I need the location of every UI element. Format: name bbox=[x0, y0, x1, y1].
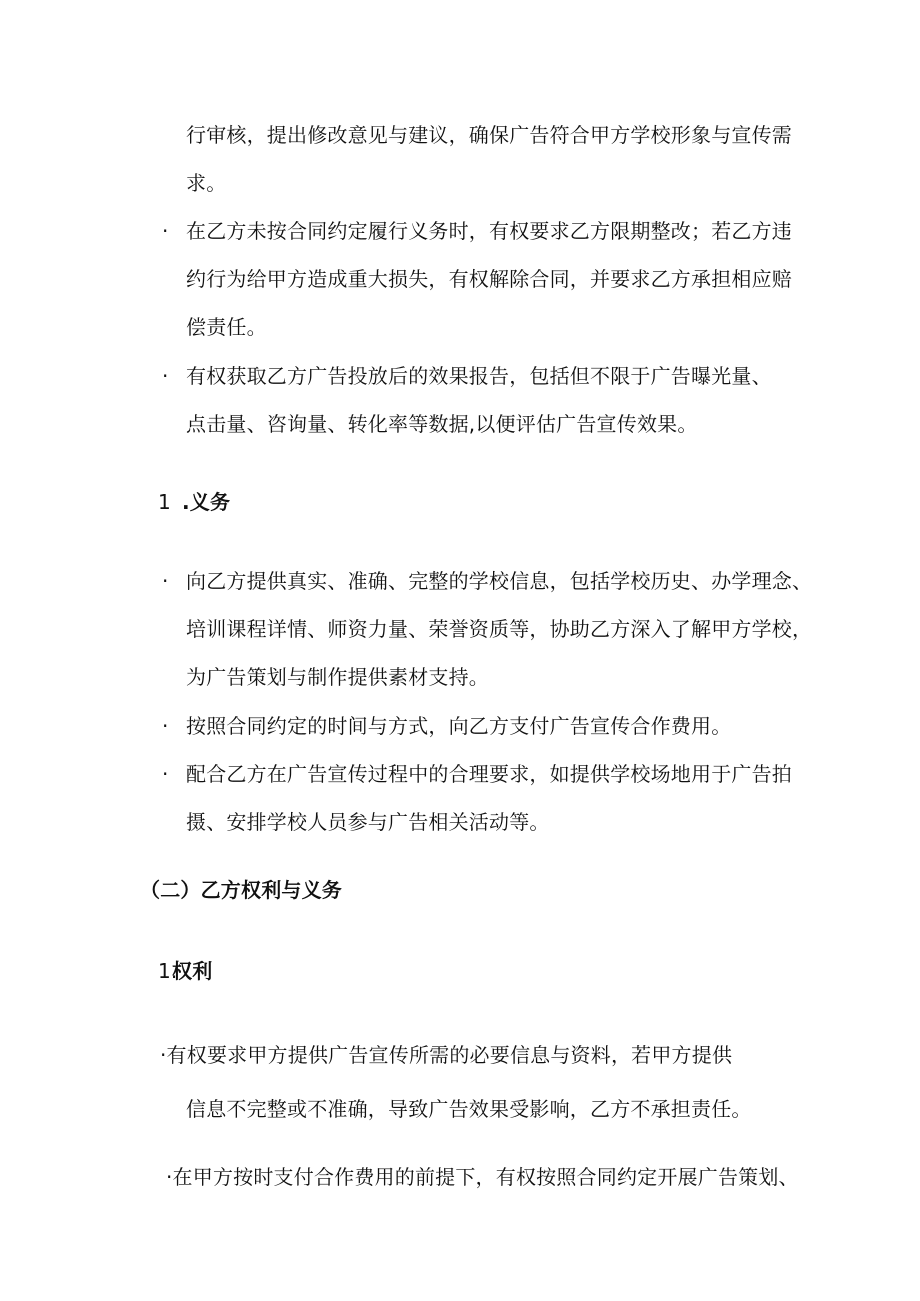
bullet-item-line: 在乙方未按合同约定履行义务时，有权要求乙方限期整改；若乙方违 bbox=[186, 219, 792, 243]
bullet-dot: · bbox=[162, 364, 169, 388]
bullet-item-line: 为广告策划与制作提供素材支持。 bbox=[186, 665, 489, 689]
paragraph-line: 行审核，提出修改意见与建议，确保广告符合甲方学校形象与宣传需 bbox=[186, 123, 792, 147]
bullet-dot: · bbox=[162, 762, 169, 786]
bullet-item-line: 约行为给甲方造成重大损失，有权解除合同，并要求乙方承担相应赔 bbox=[186, 267, 792, 291]
bullet-item-line: 按照合同约定的时间与方式，向乙方支付广告宣传合作费用。 bbox=[186, 714, 732, 738]
bullet-item-line: 偿责任。 bbox=[186, 315, 267, 339]
heading-obligations: .义务 bbox=[182, 490, 231, 514]
bullet-item-line: 向乙方提供真实、准确、完整的学校信息，包括学校历史、办学理念、 bbox=[186, 569, 813, 593]
bullet-item-line: ·在甲方按时支付合作费用的前提下，有权按照合同约定开展广告策划、 bbox=[166, 1165, 799, 1189]
heading-number: 1. bbox=[158, 959, 178, 983]
bullet-item-line: 点击量、咨询量、转化率等数据,以便评估广告宣传效果。 bbox=[186, 412, 698, 436]
bullet-item-line: 有权获取乙方广告投放后的效果报告，包括但不限于广告曝光量、 bbox=[186, 364, 772, 388]
bullet-dot: · bbox=[162, 569, 169, 593]
bullet-item-line: 信息不完整或不准确，导致广告效果受影响，乙方不承担责任。 bbox=[186, 1097, 752, 1121]
section-heading: （二）乙方权利与义务 bbox=[140, 878, 342, 902]
bullet-item-line: 摄、安排学校人员参与广告相关活动等。 bbox=[186, 810, 550, 834]
heading-number: 1 bbox=[158, 490, 171, 514]
bullet-item-line: 配合乙方在广告宣传过程中的合理要求，如提供学校场地用于广告拍 bbox=[186, 762, 792, 786]
bullet-item-line: ·有权要求甲方提供广告宣传所需的必要信息与资料，若甲方提供 bbox=[160, 1043, 733, 1067]
bullet-item-line: 培训课程详情、师资力量、荣誉资质等，协助乙方深入了解甲方学校， bbox=[186, 617, 813, 641]
bullet-dot: · bbox=[162, 714, 169, 738]
bullet-dot: · bbox=[162, 219, 169, 243]
paragraph-line: 求。 bbox=[186, 171, 227, 195]
heading-rights: 权利 bbox=[172, 959, 213, 983]
